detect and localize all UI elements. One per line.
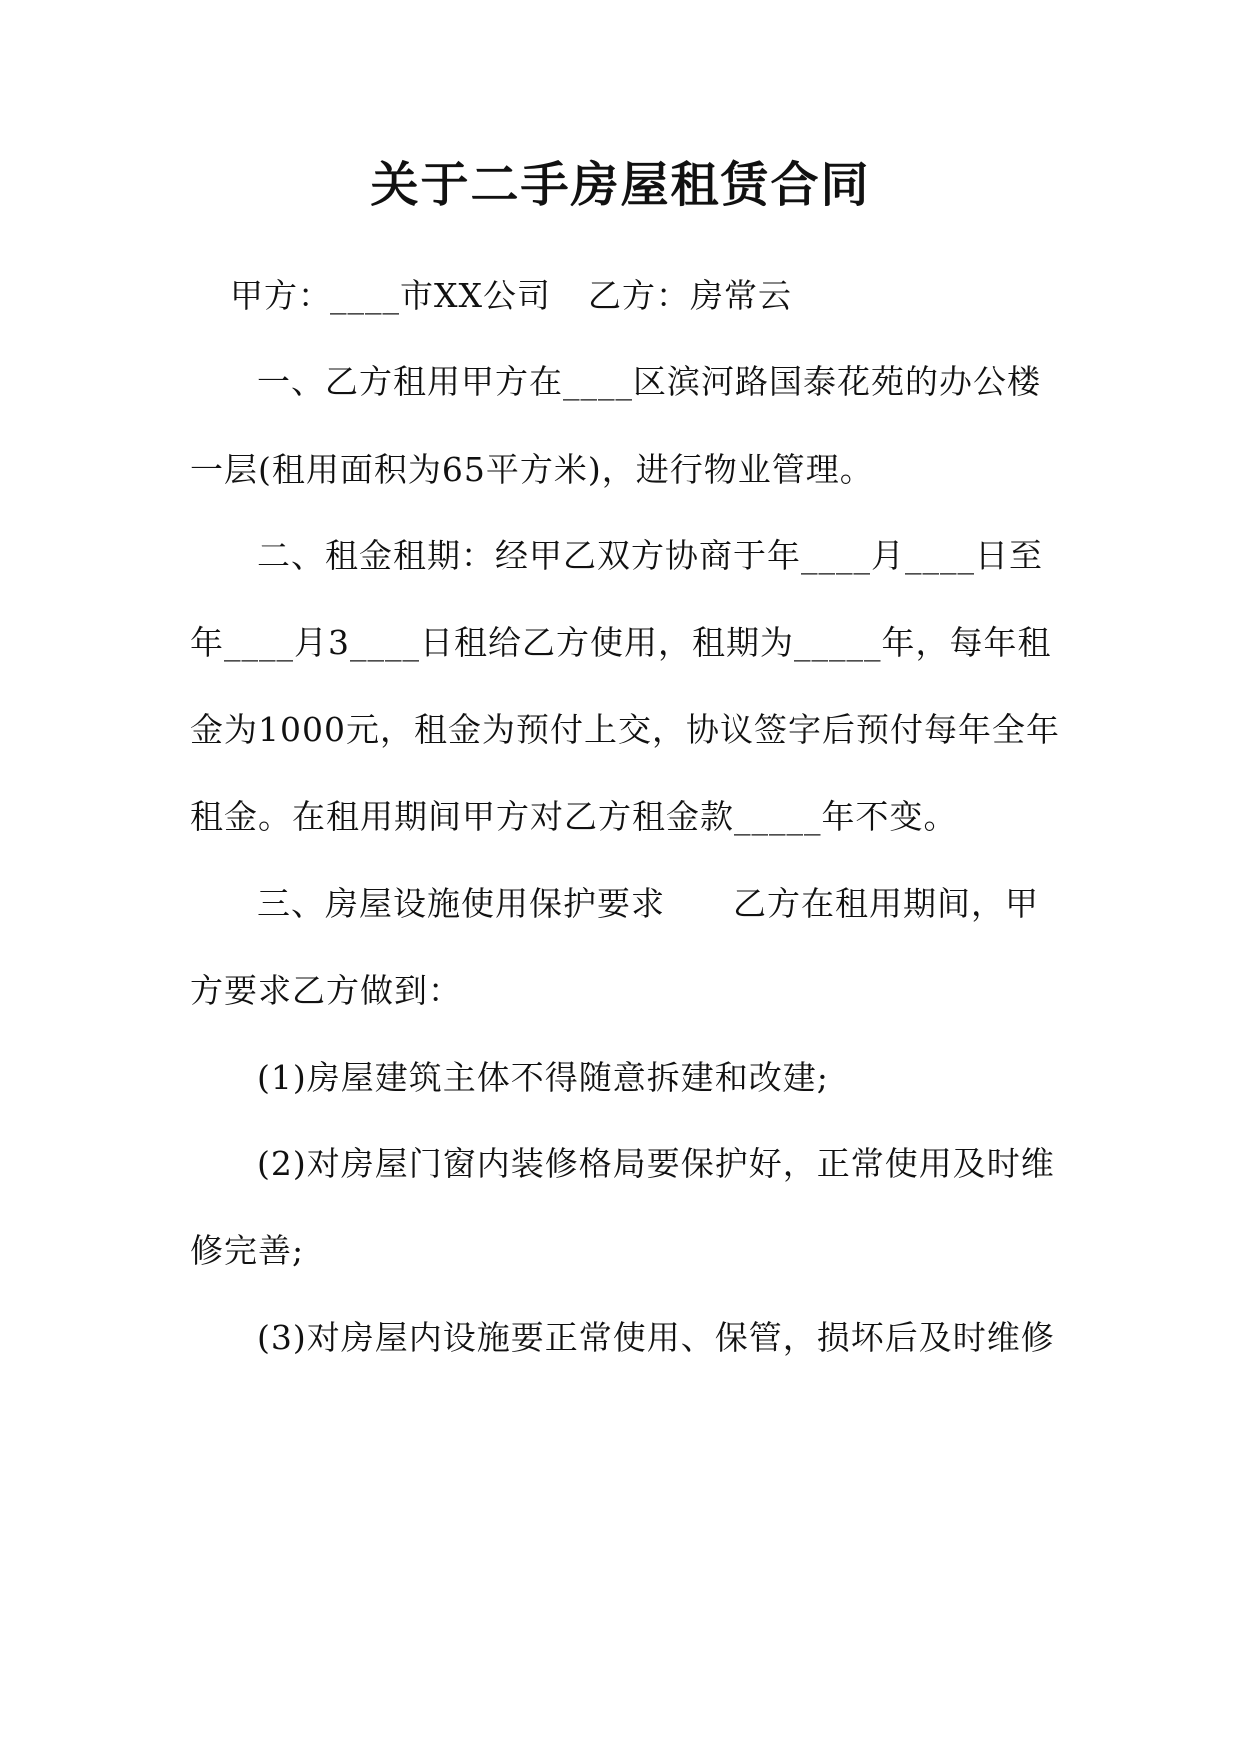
party-a-value: ____市XX公司 [330, 276, 551, 315]
document-title: 关于二手房屋租赁合同 [370, 157, 871, 213]
item-3-line-1: (3)对房屋内设施要正常使用、保管，损坏后及时维修 [257, 1318, 1055, 1357]
clause-1-line-2: 一层(租用面积为65平方米)，进行物业管理。 [190, 450, 874, 489]
clause-3-line-2: 方要求乙方做到： [190, 971, 462, 1010]
party-a-label: 甲方： [230, 276, 332, 315]
clause-2-line-1: 二、租金租期：经甲乙双方协商于年____月____日至 [257, 536, 1043, 575]
clause-2-line-2: 年____月3____日租给乙方使用，租期为_____年，每年租 [190, 623, 1052, 662]
item-1-line-1: (1)房屋建筑主体不得随意拆建和改建; [257, 1058, 829, 1097]
party-b-label: 乙方： [588, 276, 690, 315]
item-2-line-1: (2)对房屋门窗内装修格局要保护好，正常使用及时维 [257, 1144, 1055, 1183]
clause-2-line-3: 金为1000元，租金为预付上交，协议签字后预付每年全年 [190, 710, 1060, 749]
clause-1-line-1: 一、乙方租用甲方在____区滨河路国泰花苑的办公楼 [257, 362, 1041, 401]
party-b-value: 房常云 [690, 276, 792, 315]
item-2-line-2: 修完善; [190, 1231, 305, 1270]
clause-3-line-1: 三、房屋设施使用保护要求 乙方在租用期间，甲 [257, 884, 1039, 923]
clause-2-line-4: 租金。在租用期间甲方对乙方租金款_____年不变。 [190, 797, 958, 836]
